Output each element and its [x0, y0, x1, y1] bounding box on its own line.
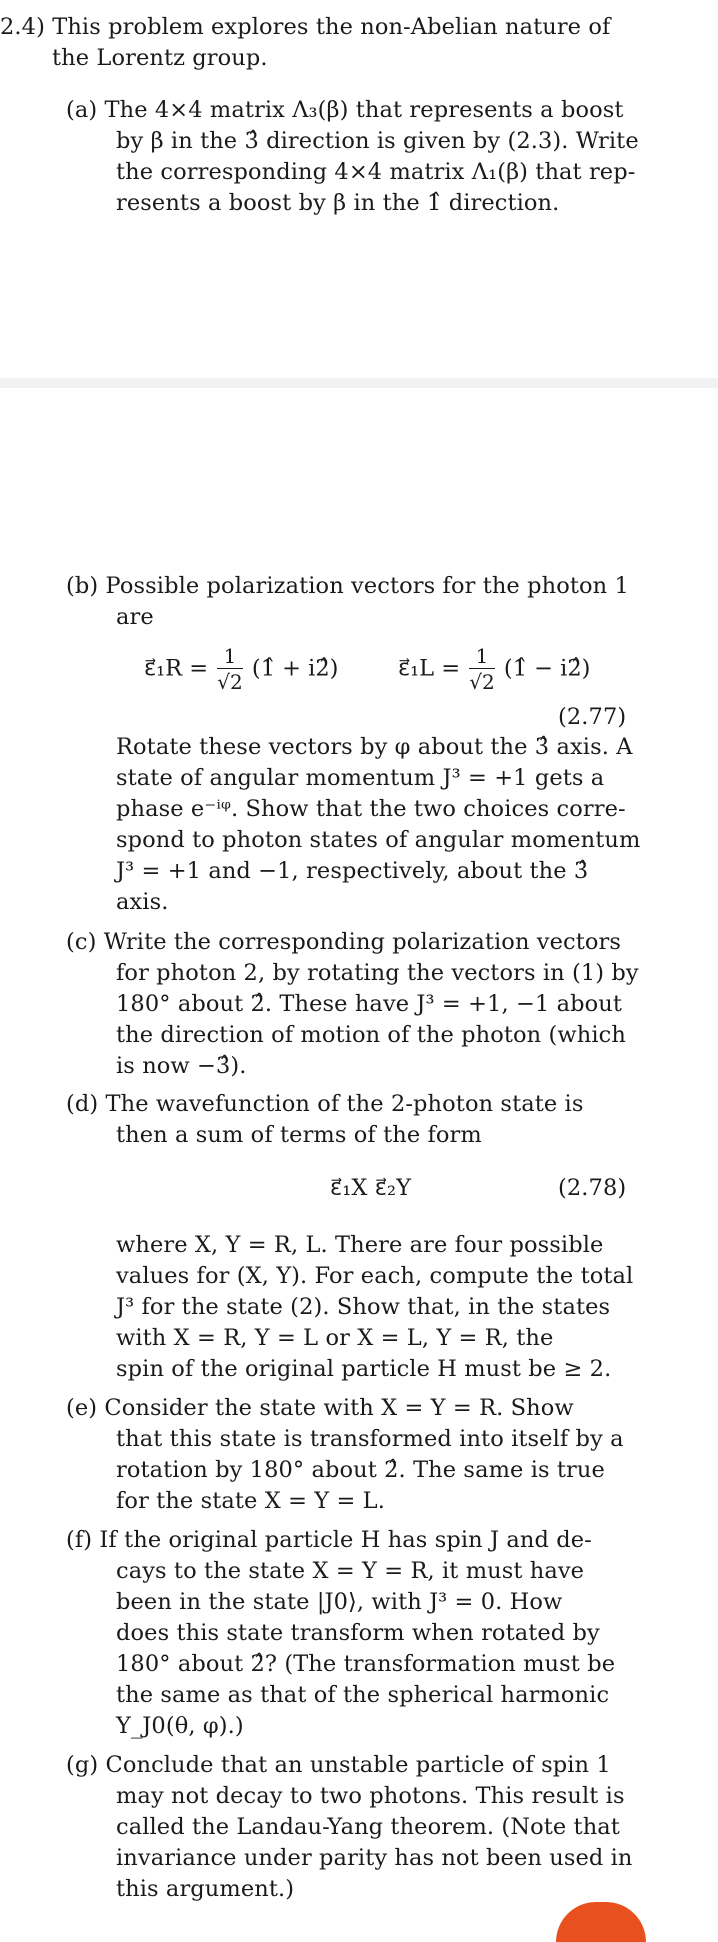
- eq-left-rhs: (1̂ + i2̂): [251, 655, 339, 682]
- equation-number-2-77: (2.77): [558, 704, 627, 730]
- eq-right-frac-den: √2: [469, 670, 495, 694]
- equation-2-78: ε⃗₁X ε⃗₂Y: [330, 1175, 412, 1201]
- part-f-line-1: (f) If the original particle H has spin J and de-: [66, 1527, 592, 1553]
- part-a-line-4: resents a boost by β in the 1̂ direction.: [116, 190, 560, 216]
- part-b-line-1: (b) Possible polarization vectors for the photon 1: [66, 573, 629, 599]
- part-d-line-7: spin of the original particle H must be ≥ 2.: [116, 1356, 612, 1382]
- part-a-line-2: by β in the 3̂ direction is given by (2.3). Write: [116, 128, 639, 154]
- part-b-line-8: axis.: [116, 889, 169, 915]
- eq-right-fraction: [469, 644, 494, 695]
- part-g-line-5: this argument.): [116, 1876, 295, 1902]
- eq-left-fraction: [217, 644, 242, 695]
- part-b-line-3: Rotate these vectors by φ about the 3̂ axis. A: [116, 734, 633, 760]
- part-f-line-4: does this state transform when rotated by: [116, 1620, 600, 1646]
- part-c-line-5: is now −3̂).: [116, 1053, 247, 1079]
- part-d-line-5: J³ for the state (2). Show that, in the states: [116, 1294, 611, 1320]
- eq-right-rhs: (1̂ − i2̂): [503, 655, 591, 682]
- floating-action-badge[interactable]: [556, 1902, 646, 1942]
- part-g-line-4: invariance under parity has not been used in: [116, 1845, 633, 1871]
- part-g-line-1: (g) Conclude that an unstable particle of spin 1: [66, 1752, 611, 1778]
- equation-2-77-right: [398, 644, 590, 695]
- part-f-line-2: cays to the state X = Y = R, it must have: [116, 1558, 585, 1584]
- eq-left-lhs: ε⃗₁R =: [144, 655, 209, 682]
- eq-left-frac-den: √2: [217, 670, 243, 694]
- part-b-line-5: phase e⁻ⁱᵠ. Show that the two choices corre-: [116, 796, 626, 822]
- part-c-line-4: the direction of motion of the photon (which: [116, 1022, 626, 1048]
- part-g-line-2: may not decay to two photons. This result is: [116, 1783, 625, 1809]
- equation-number-2-78: (2.78): [558, 1175, 627, 1201]
- eq-left-frac-num: 1: [217, 644, 242, 669]
- part-f-line-3: been in the state |J0⟩, with J³ = 0. How: [116, 1589, 563, 1615]
- part-b-line-7: J³ = +1 and −1, respectively, about the 3̂: [116, 858, 589, 884]
- part-b-line-2: are: [116, 604, 154, 630]
- part-c-line-2: for photon 2, by rotating the vectors in (1) by: [116, 960, 639, 986]
- part-d-line-3: where X, Y = R, L. There are four possible: [116, 1232, 604, 1258]
- part-c-line-3: 180° about 2̂. These have J³ = +1, −1 about: [116, 991, 623, 1017]
- part-e-line-3: rotation by 180° about 2̂. The same is true: [116, 1457, 605, 1483]
- part-b-line-6: spond to photon states of angular momentum: [116, 827, 641, 853]
- part-d-line-1: (d) The wavefunction of the 2-photon state is: [66, 1091, 584, 1117]
- part-c-line-1: (c) Write the corresponding polarization vectors: [66, 929, 622, 955]
- part-f-line-7: Y_J0(θ, φ).): [116, 1713, 244, 1739]
- eq-right-frac-num: 1: [469, 644, 494, 669]
- part-f-line-6: the same as that of the spherical harmonic: [116, 1682, 610, 1708]
- part-e-line-4: for the state X = Y = L.: [116, 1488, 385, 1514]
- page-divider: [0, 378, 718, 388]
- part-f-line-5: 180° about 2̂? (The transformation must be: [116, 1651, 616, 1677]
- part-d-line-2: then a sum of terms of the form: [116, 1122, 482, 1148]
- part-d-line-4: values for (X, Y). For each, compute the total: [116, 1263, 634, 1289]
- part-b-line-4: state of angular momentum J³ = +1 gets a: [116, 765, 605, 791]
- part-g-line-3: called the Landau-Yang theorem. (Note that: [116, 1814, 620, 1840]
- eq-right-lhs: ε⃗₁L =: [398, 655, 461, 682]
- part-d-line-6: with X = R, Y = L or X = L, Y = R, the: [116, 1325, 554, 1351]
- problem-intro-line-1: 2.4) This problem explores the non-Abelian nature of: [0, 14, 611, 40]
- part-a-line-1: (a) The 4×4 matrix Λ₃(β) that represents a boost: [66, 97, 624, 123]
- part-e-line-1: (e) Consider the state with X = Y = R. Show: [66, 1395, 574, 1421]
- part-a-line-3: the corresponding 4×4 matrix Λ₁(β) that rep-: [116, 159, 636, 185]
- problem-intro-line-2: the Lorentz group.: [52, 45, 268, 71]
- equation-2-77-left: [144, 644, 338, 695]
- part-e-line-2: that this state is transformed into itself by a: [116, 1426, 624, 1452]
